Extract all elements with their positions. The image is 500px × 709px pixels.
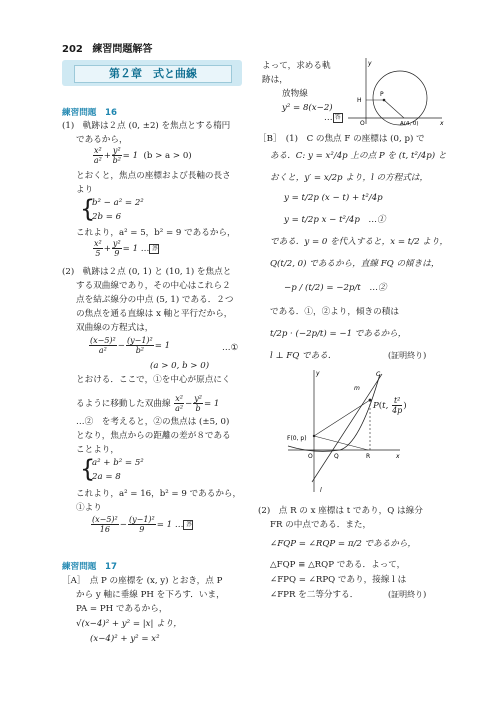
- qed-mark: (証明終り): [388, 590, 427, 599]
- page-header-title: 練習問題解答: [92, 44, 153, 55]
- svg-text:A(4, 0): A(4, 0): [400, 121, 419, 126]
- svg-text:l: l: [320, 487, 322, 494]
- svg-text:O: O: [308, 453, 313, 460]
- text-line: △FQP ≡ △RQP である．よって，: [270, 560, 406, 570]
- text-line: とおくと，焦点の座標および長軸の長さ: [76, 171, 231, 181]
- svg-text:P: P: [380, 91, 384, 98]
- text-line: (x−4)² + y² = x²: [90, 634, 160, 644]
- answer-mark: 答: [185, 520, 192, 528]
- text-line: FR の中点である．また，: [270, 520, 372, 530]
- system-line: 2a = 8: [92, 472, 121, 482]
- system-line: b² − a² = 2²: [92, 198, 144, 208]
- system-line: 2b = 6: [92, 212, 122, 222]
- text-line: PA = PH であるから，: [76, 604, 168, 614]
- text-line: から y 軸に垂線 PH を下ろす．いま，: [76, 590, 225, 600]
- exercise-17-heading: 練習問題 17: [62, 562, 117, 572]
- svg-text:y: y: [316, 370, 320, 377]
- text-line: ある．C: y = x²/4p 上の点 P を (t, t²/4p) と: [270, 151, 447, 161]
- text-line: 放物線: [282, 89, 308, 99]
- ellipse-equation: $\frac{\text{x²}}{\text{a²}}$ + $\frac{\text{y²}}{\text{b²}}$ = 1 (b > a > 0): [93, 146, 192, 165]
- qed-mark: (証明終り): [388, 351, 427, 360]
- point-P-label: P(t, $\frac{\text{t²}}{4p}$ ): [373, 396, 407, 415]
- text-line: (2) 点 R の x 座標は t であり，Q は線分: [258, 506, 423, 516]
- text-line: ∠FQP = ∠RQP = π/2 であるから，: [270, 539, 417, 549]
- text-line: ［A］ 点 P の座標を (x, y) とおき，点 P: [62, 576, 223, 586]
- brace: {: [80, 195, 96, 223]
- text-line: るように移動した双曲線 $\frac{\text{x²}}{\text{a²}}$ − $\frac{\text{y²}}{b}$ = 1: [76, 394, 220, 413]
- text-line: y = t/2p x − t²/4p …①: [284, 215, 386, 225]
- text-line: t/2p · (−2p/t) = −1 であるから，: [270, 329, 407, 339]
- svg-text:x: x: [440, 120, 444, 126]
- svg-text:H: H: [357, 97, 362, 104]
- parabola-figure: [342, 56, 446, 126]
- tangent-figure: [284, 366, 404, 496]
- exercise-16-heading: 練習問題 16: [62, 108, 117, 118]
- text-line: √(x−4)² + y² = |x| より，: [76, 619, 182, 629]
- text-line: これより，a² = 5，b² = 9 であるから，: [76, 228, 236, 238]
- text-line: よって，求める軌: [262, 61, 331, 71]
- text-line: Q(t/2, 0) であるから，直線 FQ の傾きは，: [270, 259, 440, 269]
- answer-mark-line: … 答: [324, 113, 341, 123]
- text-line: …② を考えると，②の焦点は (±5, 0): [76, 417, 230, 427]
- brace: {: [80, 455, 96, 483]
- svg-text:Q: Q: [334, 453, 339, 460]
- hyperbola-answer: $\frac{\text{(x−5)²}}{16}$ − $\frac{\text{(y−1)²}}{9}$ = 1 … 答: [92, 515, 192, 534]
- text-line: より: [76, 185, 94, 195]
- ellipse-answer: $\frac{\text{x²}}{5}$ + $\frac{\text{y²}}{9}$ = 1 … 答: [94, 239, 158, 258]
- text-line: となり，焦点からの距離の差が８である: [76, 431, 231, 441]
- condition: (a > 0, b > 0): [150, 361, 210, 371]
- hyperbola-equation: $\frac{\text{(x−5)²}}{\text{a²}}$ − $\frac{\text{(y−1)²}}{\text{b²}}$ = 1: [90, 336, 171, 355]
- svg-text:R: R: [366, 453, 371, 460]
- text-line: (2) 軌跡は２点 (0, 1) と (10, 1) を焦点と: [62, 267, 232, 277]
- text-line: l ⊥ FQ である．: [270, 351, 337, 361]
- chapter-banner: [62, 60, 242, 86]
- text-line: ［B］ (1) C の焦点 F の座標は (0, p) で: [258, 134, 425, 144]
- text-line: ①より: [76, 503, 102, 513]
- svg-text:m: m: [354, 385, 360, 392]
- text-line: (1) 軌跡は２点 (0, ±2) を焦点とする楕円: [62, 121, 231, 131]
- answer-mark: 答: [151, 244, 158, 252]
- text-line: 双曲線の方程式は，: [76, 323, 154, 333]
- text-line: 点を結ぶ線分の中点 (5, 1) である．２つ: [76, 295, 234, 305]
- text-line: である．y = 0 を代入すると，x = t/2 より，: [270, 237, 449, 247]
- text-line: の焦点を通る直線は x 軸と平行だから，: [76, 309, 233, 319]
- page-number: 202: [62, 44, 83, 55]
- text-line: 跡は，: [262, 75, 288, 85]
- svg-text:x: x: [396, 453, 400, 460]
- text-line: ことより，: [76, 445, 119, 455]
- text-line: おくと，y′ = x/2p より，l の方程式は，: [270, 173, 429, 183]
- text-line: y² = 8(x−2): [282, 103, 333, 113]
- text-line: y = t/2p (x − t) + t²/4p: [284, 193, 383, 203]
- page-header: [62, 40, 152, 55]
- text-line: であるから，: [76, 135, 128, 145]
- system-line: a² + b² = 5²: [92, 458, 144, 468]
- svg-text:O: O: [360, 120, 365, 126]
- text-line: これより，a² = 16，b² = 9 であるから，: [76, 489, 242, 499]
- text-line: とおける．ここで，①を中心が原点にく: [76, 375, 231, 385]
- text-line: である．①，②より，傾きの積は: [270, 307, 399, 317]
- svg-text:F(0, p): F(0, p): [287, 435, 307, 442]
- eq-mark: …①: [222, 343, 239, 353]
- text-line: ∠FPQ = ∠RPQ であり，接線 l は: [270, 575, 407, 585]
- chapter-title: 第２章 式と曲線: [74, 65, 232, 83]
- svg-text:C: C: [376, 371, 381, 378]
- answer-mark: 答: [334, 113, 341, 121]
- fig-label: y: [368, 60, 372, 67]
- text-line: −p / (t/2) = −2p/t …②: [284, 283, 387, 293]
- text-line: する双曲線であり，その中心はこれら２: [76, 281, 231, 291]
- text-line: ∠FPR を二等分する．: [270, 590, 359, 600]
